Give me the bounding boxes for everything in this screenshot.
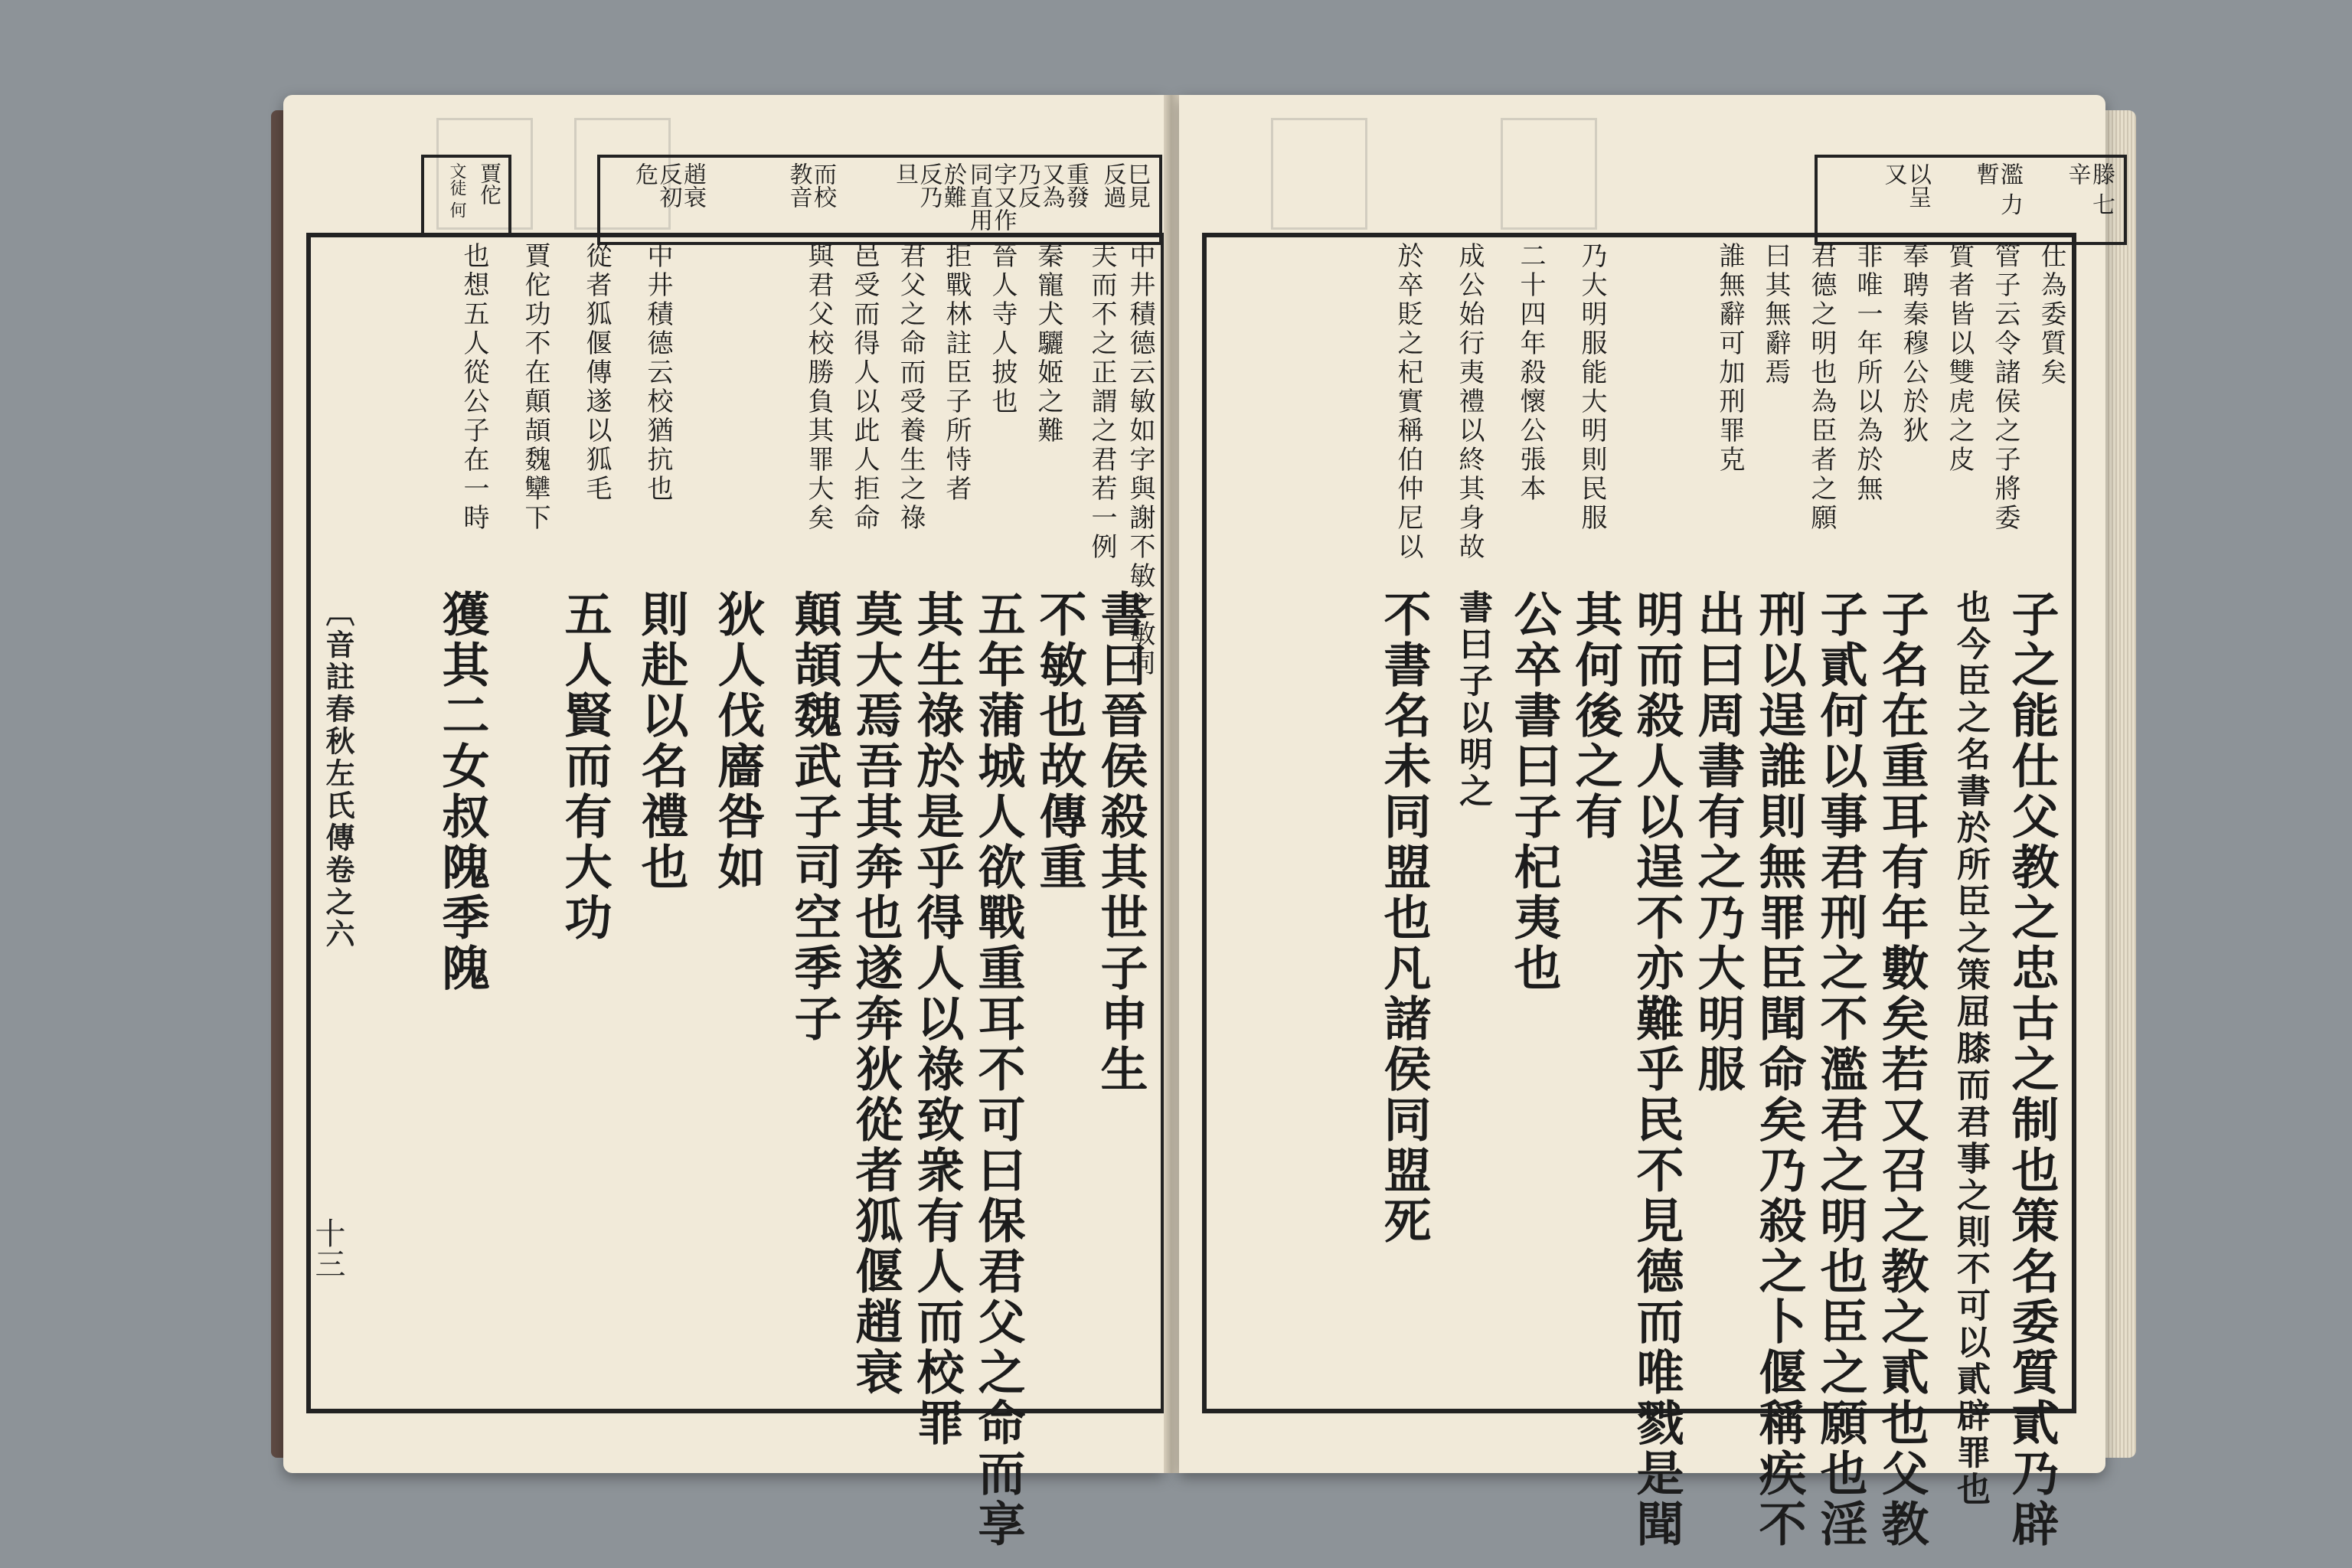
text-column: 書曰晉侯殺其世子申生 [1093, 590, 1148, 1095]
text-column: 公卒書曰子杞夷也 [1506, 590, 1562, 994]
page-number: 十三 [310, 1217, 345, 1279]
header-entry: 滕 七辛 [2063, 162, 2115, 216]
text-column: 狄人伐廧咎如 [710, 590, 766, 893]
note-column: 非唯一年所以為於無 [1852, 242, 1883, 504]
note-column: 中井積德云敏如字與謝不敏之敏同 [1125, 242, 1155, 678]
book-cover-edge [271, 110, 283, 1458]
left-page [283, 95, 1164, 1550]
text-column: 子之能仕父教之忠古之制也策名委質貳乃辟 [2004, 590, 2060, 1550]
text-column: 也今臣之名書於所臣之策屈膝而君事之則不可以貳辟罪也 [1951, 590, 1990, 1508]
header-entry: 濫 力暫 [1971, 162, 2023, 216]
note-column: 管子云令諸侯之子將委 [1990, 242, 2020, 533]
note-column: 君父之命而受養生之祿 [895, 242, 926, 533]
note-column: 夫而不之正謂之君若一例 [1086, 242, 1117, 562]
text-column: 五年蒲城人欲戰重耳不可曰保君父之命而享 [970, 590, 1026, 1550]
note-column: 二十四年殺懷公張本 [1515, 242, 1546, 504]
note-column: 於卒貶之杞實稱伯仲尼以 [1393, 242, 1423, 562]
note-column: 曰其無辭焉 [1760, 242, 1791, 387]
note-column: 乃大明服能大明則民服 [1576, 242, 1607, 533]
note-column: 拒戰林註臣子所恃者 [941, 242, 972, 504]
text-column: 出曰周書有之乃大明服 [1690, 590, 1746, 1095]
header-band [1815, 155, 2127, 245]
text-column: 其生祿於是乎得人以祿致衆有人而校罪 [909, 590, 965, 1449]
text-column: 書曰子以明之 [1453, 590, 1492, 810]
text-column: 不書名未同盟也凡諸侯同盟死 [1376, 590, 1432, 1246]
header-entry: 於難 反乃 旦 [891, 162, 966, 208]
note-column: 賈佗功不在顛頡魏犫下 [520, 242, 550, 533]
text-column: 則赴以名禮也 [633, 590, 689, 893]
note-column: 誰無辭可加刑罪克 [1714, 242, 1745, 475]
book-gutter [1164, 95, 1179, 1473]
faint-stamp [1501, 118, 1597, 230]
side-box-note: 文徒 何 [447, 162, 466, 218]
text-frame [1202, 233, 2076, 1550]
header-entry: 趙衰 反初 危 [631, 162, 706, 208]
open-book [283, 95, 2115, 1550]
header-entry: 以呈 又 [1880, 162, 1931, 208]
faint-stamp [1271, 118, 1367, 230]
header-band [597, 155, 1162, 245]
note-column: 成公始行夷禮以終其身故 [1454, 242, 1485, 562]
margin-title: 〔音註春秋左氏傳卷之六 [321, 597, 355, 951]
note-column: 中井積德云校猶抗也 [642, 242, 673, 504]
header-entry: 巳見 反過 [1099, 162, 1150, 208]
text-column: 獲其二女叔隗季隗 [434, 590, 490, 994]
text-column: 子貳何以事君刑之不濫君之明也臣之願也淫 [1812, 590, 1868, 1550]
note-column: 秦寵犬驪姬之難 [1033, 242, 1063, 446]
header-entry: 而校 教音 [785, 162, 836, 208]
text-frame [306, 233, 1165, 1550]
note-column: 與君父校勝負其罪大矣 [803, 242, 834, 533]
text-column: 明而殺人以逞不亦難乎民不見德而唯戮是聞 [1628, 590, 1684, 1550]
text-column: 其何後之有 [1567, 590, 1623, 842]
right-page [1179, 95, 2115, 1550]
text-column: 刑以逞誰則無罪臣聞命矣乃殺之卜偃稱疾不 [1751, 590, 1807, 1550]
side-box-title: 賈佗 [477, 162, 502, 205]
note-column: 晉人寺人披也 [987, 242, 1018, 416]
side-box [421, 155, 511, 237]
note-column: 奉聘秦穆公於狄 [1898, 242, 1929, 446]
text-column: 顛頡魏武子司空季子 [786, 590, 842, 1044]
text-column: 不敏也故傳重 [1031, 590, 1087, 893]
note-column: 從者狐偃傳遂以狐毛 [581, 242, 612, 504]
text-column: 莫大焉吾其奔也遂奔狄從者狐偃趙衰 [848, 590, 903, 1398]
page-edges [2105, 110, 2136, 1458]
note-column: 邑受而得人以此人拒命 [849, 242, 880, 533]
text-column: 五人賢而有大功 [557, 590, 612, 943]
note-column: 仕為委質矣 [2036, 242, 2066, 387]
note-column: 質者皆以雙虎之皮 [1944, 242, 1975, 475]
text-column: 子名在重耳有年數矣若又召之教之貳也父教 [1873, 590, 1929, 1550]
header-entry: 重發 又為 乃反 字又作 同直用 [965, 162, 1089, 231]
note-column: 君德之明也為臣者之願 [1806, 242, 1837, 533]
note-column: 也想五人從公子在一時 [459, 242, 489, 533]
